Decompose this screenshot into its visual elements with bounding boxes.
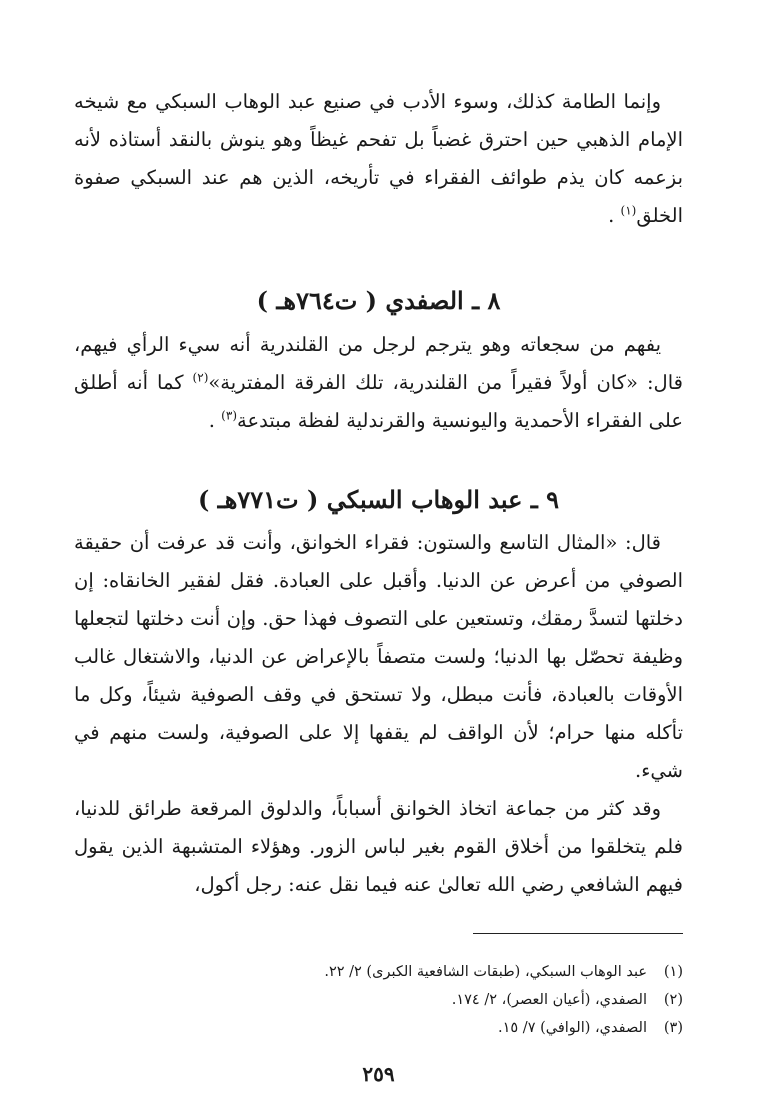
- opening-paragraph: [74, 83, 683, 235]
- section-8-block: [74, 326, 683, 440]
- section-8-heading: ٨ ـ الصفدي ( ت٧٦٤هـ ): [256, 286, 501, 315]
- opening-paragraph-text: وإنما الطامة كذلك، وسوء الأدب في صنيع عبد الوهاب السبكي مع شيخه الإمام الذهبي حين احترق غضباً بل تفحم غيظاً وهو ينوش بالنقد أستاذه لأنه بزعمه كان يذم طوائف الفقراء في تأريخه، الذين هم عند السبكي صفوة الخلق: [74, 90, 683, 227]
- section-9-paragraph-2: وقد كثر من جماعة اتخاذ الخوانق أسباباً، والدلوق المرقعة طرائق للدنيا، فلم يتخلقوا من أخلاق القوم بغير لباس الزور. وهؤلاء المتشبهة الذين يقول فيهم الشافعي رضي الله تعالىٰ عنه فيما نقل عنه: رجل أكول،: [74, 797, 683, 896]
- section-8-text: يفهم من سجعاته وهو يترجم لرجل من القلندرية أنه سيء الرأي فيهم، قال: «كان أولاً فقيراً من القلندرية، تلك الفرقة المفترية»: [74, 333, 683, 394]
- footnote-ref-1[interactable]: (١): [620, 203, 637, 218]
- section-8-text-mid: كما أنه أطلق على الفقراء الأحمدية واليونسية والقرندلية لفظة مبتدعة: [74, 371, 683, 432]
- footnote-1: [74, 958, 683, 986]
- footnote-2-number: (٢): [663, 992, 683, 1008]
- opening-paragraph-tail: .: [608, 204, 621, 227]
- section-8-text-tail: .: [208, 409, 222, 432]
- footnotes-list: [74, 958, 683, 1042]
- footnote-3: [74, 1014, 683, 1042]
- footnote-ref-2[interactable]: (٢): [192, 370, 209, 385]
- footnote-2-text: الصفدي، (أعيان العصر)، ٢/ ١٧٤.: [451, 992, 647, 1008]
- footnote-1-text: عبد الوهاب السبكي، (طبقات الشافعية الكبرى) ٢/ ٢٢.: [324, 964, 647, 980]
- footnote-3-number: (٣): [663, 1020, 683, 1036]
- page-number: ٢٥٩: [362, 1062, 395, 1086]
- opening-paragraph-block: [74, 83, 683, 235]
- section-9-heading: ٩ ـ عبد الوهاب السبكي ( ت٧٧١هـ ): [197, 485, 560, 514]
- footnote-2: [74, 986, 683, 1014]
- footnote-ref-3[interactable]: (٣): [221, 408, 237, 423]
- section-8-paragraph: [74, 326, 683, 440]
- footnote-separator: [473, 933, 683, 934]
- section-9-paragraph-1: قال: «المثال التاسع والستون: فقراء الخوانق، وأنت قد عرفت أن حقيقة الصوفي من أعرض عن الدنيا. وأقبل على العبادة. فقل لفقير الخانقاه: إن دخلتها لتسدَّ رمقك، وتستعين على التصوف فهذا حق. وإن أنت دخلتها لتجعلها وظيفة تحصّل بها الدنيا؛ ولست متصفاً بالإعراض عن الدنيا، والاشتغال غالب الأوقات بالعبادة، فأنت مبطل، ولا تستحق في وقف الصوفية شيئاً، وكل ما تأكله منها حرام؛ لأن الواقف لم يقفها إلا على الصوفية، ولست منهم في شيء.: [74, 531, 683, 782]
- section-9-block: [74, 524, 683, 904]
- footnote-1-number: (١): [663, 964, 683, 980]
- footnote-3-text: الصفدي، (الوافي) ٧/ ١٥.: [498, 1020, 647, 1036]
